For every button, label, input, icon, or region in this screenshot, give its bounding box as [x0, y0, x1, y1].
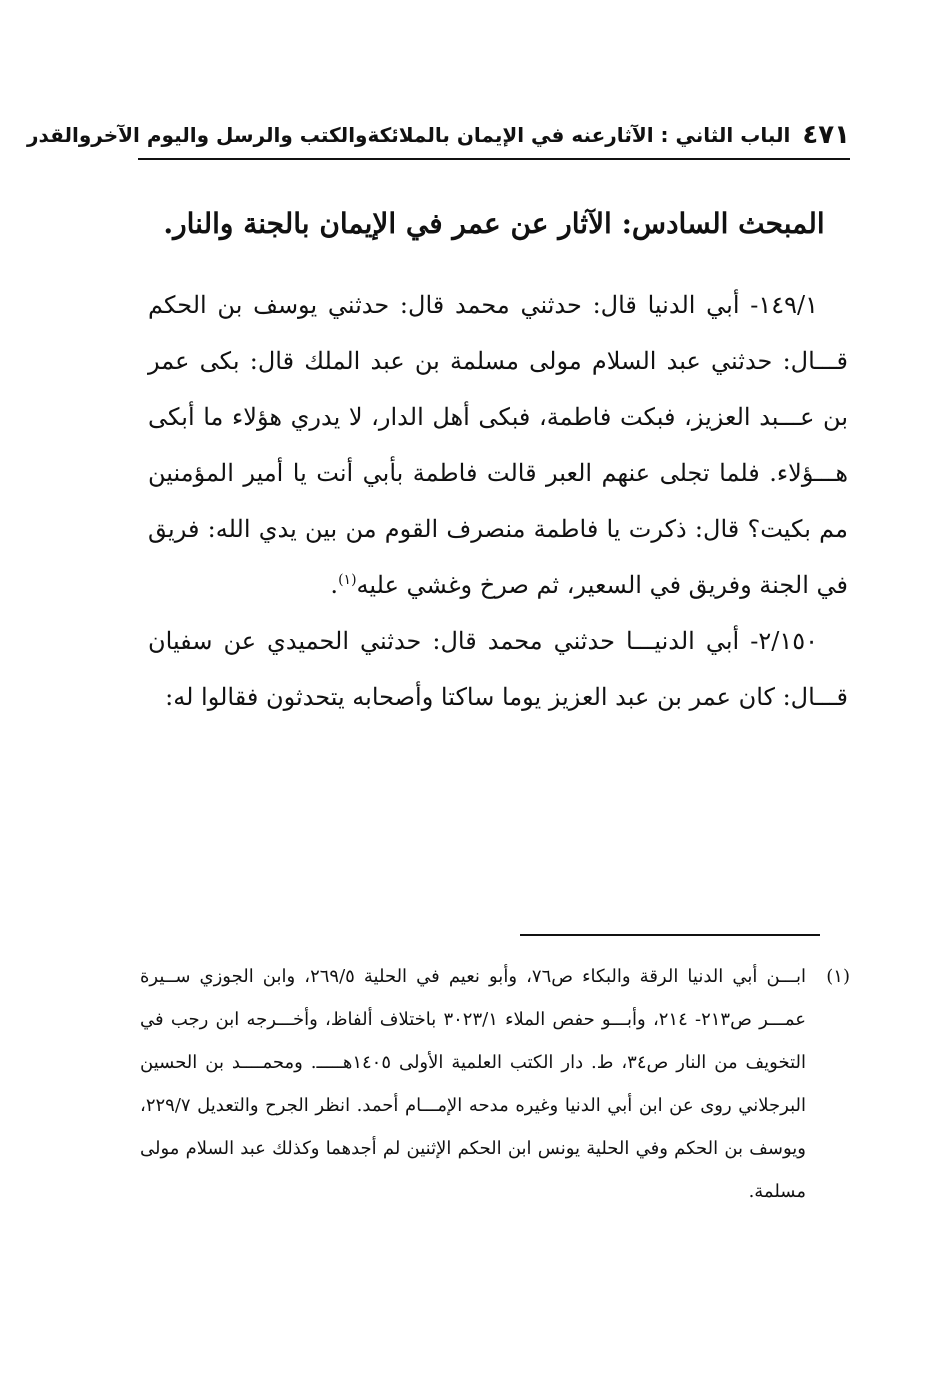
footnote-1	[140, 955, 850, 1213]
page-number: ٤٧١	[802, 120, 850, 150]
footnotes	[140, 955, 850, 1213]
body-text	[148, 277, 848, 725]
paragraph-text: ١٤٩/١- أبي الدنيا قال: حدثني محمد قال: حدثني يوسف بن الحكم قـــال: حدثني عبد السلام مولى مسلمة بن عبد الملك قال: بكى عمر بن عـــبد العزيز، فبكت فاطمة، فبكى أهل الدار، لا يدري هؤلاء ما أبكى هـــؤلاء. فلما تجلى عنهم العبر قالت فاطمة بأبي أنت يا أمير المؤمنين مم بكيت؟ قال: ذكرت يا فاطمة منصرف القوم من بين يدي الله: فريق في الجنة وفريق في السعير، ثم صرخ وغشي عليه	[148, 291, 849, 599]
footnote-text: ابـــن أبي الدنيا الرقة والبكاء ص٧٦، وأبو نعيم في الحلية ٢٦٩/٥، وابن الجوزي ســيرة عمـــر ص٢١٣- ٢١٤، وأبـــو حفص الملاء ٣٠٢٣/١ باختلاف ألفاظ، وأخـــرجه ابن رجب في التخويف من النار ص٣٤، ط. دار الكتب العلمية الأولى ١٤٠٥هـــــ. ومحمــــد بن الحسين البرجلاني روى عن ابن أبي الدنيا وغيره مدحه الإمـــام أحمد. انظر الجرح والتعديل ٢٢٩/٧، ويوسف بن الحكم وفي الحلية يونس ابن الحكم الإثنين لم أجدهما وكذلك عبد السلام مولى مسلمة.	[140, 966, 807, 1202]
footnote-marker: (١)	[826, 966, 850, 987]
footnote-separator	[520, 934, 820, 936]
header-rule	[138, 158, 850, 160]
paragraph-149	[148, 277, 848, 613]
paragraph-150	[148, 613, 848, 725]
paragraph-tail: .	[330, 571, 339, 599]
running-header-title: الباب الثاني : الآثارعنه في الإيمان بالملائكةوالكتب والرسل واليوم الآخروالقدر	[27, 123, 791, 147]
running-header	[27, 112, 850, 158]
section-title: المبحث السادس: الآثار عن عمر في الإيمان بالجنة والنار.	[163, 207, 825, 240]
footnote-reference: (١)	[338, 572, 357, 588]
paragraph-text: ٢/١٥٠- أبي الدنيـــا حدثني محمد قال: حدثني الحميدي عن سفيان قـــال: كان عمر بن عبد العزيز يوما ساكتا وأصحابه يتحدثون فقالوا له:	[148, 627, 848, 711]
